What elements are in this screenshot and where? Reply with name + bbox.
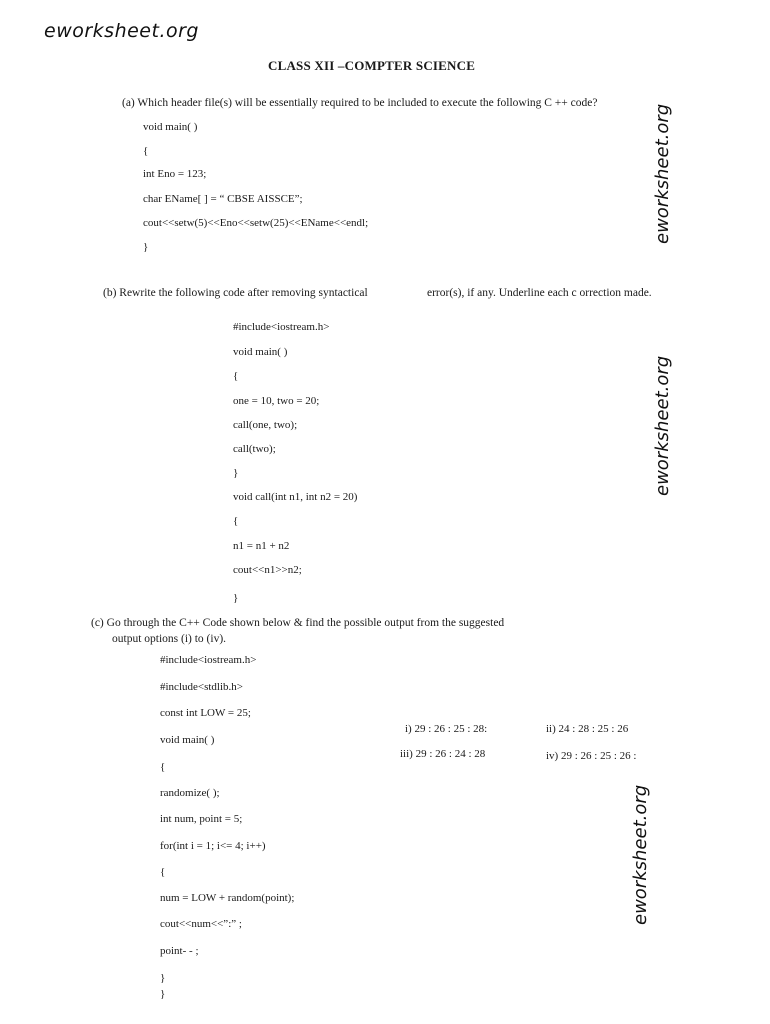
watermark: eworksheet.org	[630, 784, 651, 925]
option-iii: iii) 29 : 26 : 24 : 28	[400, 748, 486, 760]
option-i: i) 29 : 26 : 25 : 28:	[405, 723, 488, 735]
code-b-line: #include<iostream.h>	[233, 321, 330, 333]
code-b-line: one = 10, two = 20;	[233, 395, 320, 407]
code-a-line: cout<<setw(5)<<Eno<<setw(25)<<EName<<endl;	[143, 217, 369, 229]
code-c-line: int num, point = 5;	[160, 813, 243, 825]
code-c-line: void main( )	[160, 734, 215, 746]
code-a-line: {	[143, 145, 149, 157]
code-b-line: }	[233, 592, 239, 604]
code-b-line: call(two);	[233, 443, 276, 455]
code-b-line: n1 = n1 + n2	[233, 540, 290, 552]
code-b-line: void main( )	[233, 346, 288, 358]
code-b-line: call(one, two);	[233, 419, 298, 431]
code-c-line: num = LOW + random(point);	[160, 892, 295, 904]
code-c-line: randomize( );	[160, 787, 220, 799]
question-b-left: (b) Rewrite the following code after removing syntactical	[103, 287, 368, 299]
code-b-line: {	[233, 515, 239, 527]
page-title: CLASS XII –COMPTER SCIENCE	[268, 58, 476, 73]
code-c-line: for(int i = 1; i<= 4; i++)	[160, 840, 266, 852]
code-c-line: cout<<num<<”:” ;	[160, 918, 242, 930]
option-ii: ii) 24 : 28 : 25 : 26	[546, 723, 629, 735]
question-c-line1: (c) Go through the C++ Code shown below & find the possible output from the suggested	[91, 617, 505, 629]
question-b-right: error(s), if any. Underline each c orrection made.	[427, 287, 652, 299]
code-c-line: const int LOW = 25;	[160, 707, 251, 719]
code-c-line: point- - ;	[160, 945, 199, 957]
site-logo: eworksheet.org	[44, 20, 199, 42]
code-c-line: }	[160, 988, 166, 1000]
option-iv: iv) 29 : 26 : 25 : 26 :	[546, 750, 637, 762]
watermark: eworksheet.org	[652, 103, 673, 244]
code-a-line: int Eno = 123;	[143, 168, 207, 180]
code-b-line: {	[233, 370, 239, 382]
code-c-line: {	[160, 866, 166, 878]
code-b-line: }	[233, 467, 239, 479]
code-b-line: void call(int n1, int n2 = 20)	[233, 491, 358, 503]
watermark: eworksheet.org	[652, 355, 673, 496]
code-a-line: char EName[ ] = “ CBSE AISSCE”;	[143, 193, 303, 205]
code-c-line: }	[160, 972, 166, 984]
code-a-line: void main( )	[143, 121, 198, 133]
question-a: (a) Which header file(s) will be essentially required to be included to execute the following C ++ code?	[122, 97, 598, 109]
code-a-line: }	[143, 241, 149, 253]
code-b-line: cout<<n1>>n2;	[233, 564, 302, 576]
code-c-line: {	[160, 761, 166, 773]
code-c-line: #include<stdlib.h>	[160, 681, 243, 693]
code-c-line: #include<iostream.h>	[160, 654, 257, 666]
question-c-line2: output options (i) to (iv).	[112, 633, 227, 645]
